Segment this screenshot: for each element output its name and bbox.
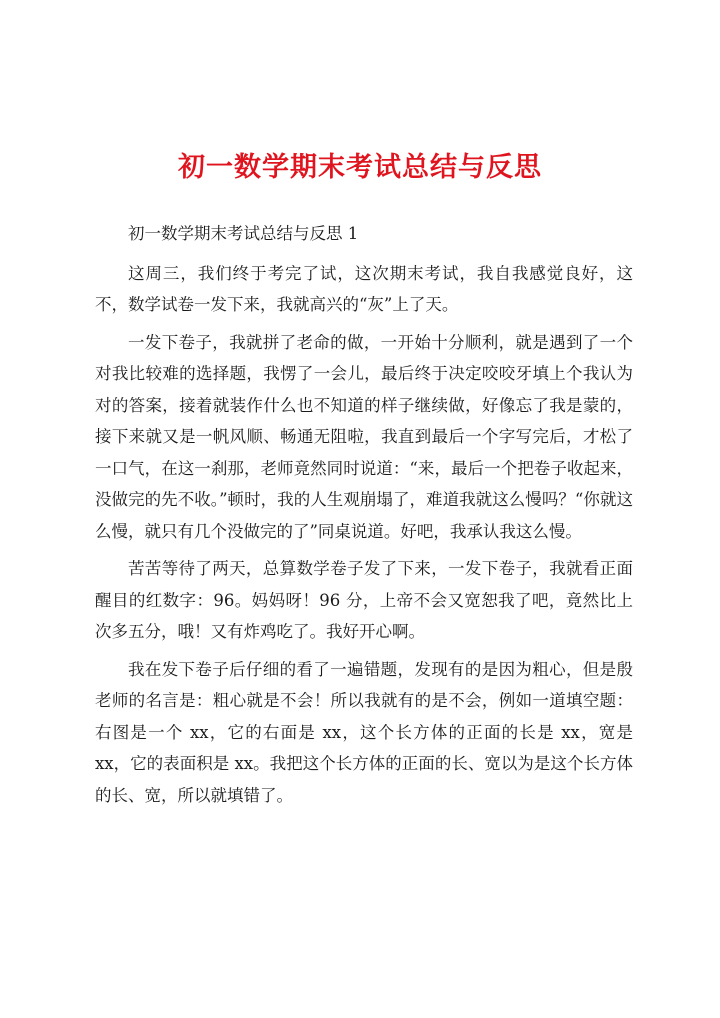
paragraph-4: 我在发下卷子后仔细的看了一遍错题，发现有的是因为粗心，但是殷老师的名言是：粗心就是不会！所以我就有的是不会，例如一道填空题：右图是一个 xx，它的右面是 xx，这个长方体的正面的长是 xx，宽是 xx，它的表面积是 xx。我把这个长方体的正面的长、宽以为是这个长方体的长、宽，所以就填错了。 — [95, 659, 633, 805]
paragraph-2: 一发下卷子，我就拼了老命的做，一开始十分顺利，就是遇到了一个对我比较难的选择题，我愣了一会儿，最后终于决定咬咬牙填上个我认为对的答案，接着就装作什么也不知道的样子继续做，好像忘了我是蒙的，接下来就又是一帆风顺、畅通无阻啦，我直到最后一个字写完后，才松了一口气，在这一刹那，老师竟然同时说道：“来，最后一个把卷子收起来，没做完的先不收。”顿时，我的人生观崩塌了，难道我就这么慢吗？“你就这么慢，就只有几个没做完的了”同桌说道。好吧，我承认我这么慢。 — [95, 332, 633, 541]
paragraph-1: 这周三，我们终于考完了试，这次期末考试，我自我感觉良好，这不，数学试卷一发下来，我就高兴的“灰”上了天。 — [95, 263, 633, 314]
document-title: 初一数学期末考试总结与反思 — [178, 152, 542, 183]
paragraph-3: 苦苦等待了两天，总算数学卷子发了下来，一发下卷子，我就看正面醒目的红数字：96。妈妈呀！96 分，上帝不会又宽恕我了吧，竟然比上次多五分，哦！又有炸鸡吃了。我好开心啊。 — [95, 559, 633, 641]
document-body — [95, 218, 633, 817]
section-heading: 初一数学期末考试总结与反思 1 — [128, 224, 359, 243]
